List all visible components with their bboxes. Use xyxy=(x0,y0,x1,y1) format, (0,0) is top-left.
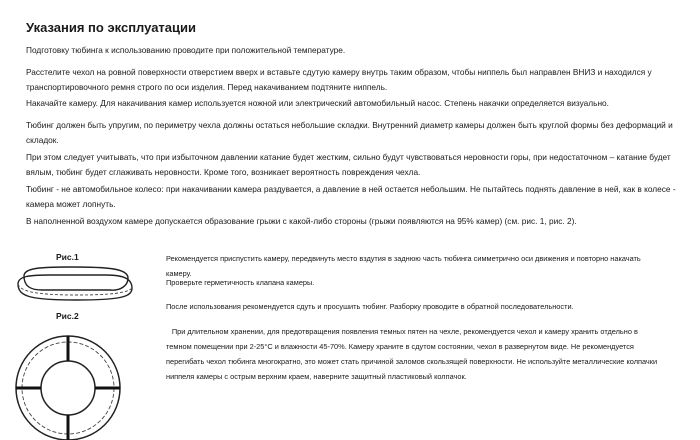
figure-2-tube-top-view xyxy=(9,320,127,440)
figure-2-label: Рис.2 xyxy=(56,311,79,321)
note-storage: При длительном хранении, для предотвращения появления темных пятен на чехле, рекомендуется чехол и камеру хранить отдельно в темном помещении при 2-25°C и влажности 45-70%. Камеру храните в сдутом состоянии, чехол в развернутом виде. Не рекомендуется перегибать чехол тюбинга многократно, это может стать причиной заломов скользящей поверхности. Не используйте металлические колпачки ниппеля камеры с острым верхним краем, наверните защитный пластиковый колпачок. xyxy=(166,327,658,381)
note-check-valve: Проверьте герметичность клапана камеры. xyxy=(166,278,315,287)
paragraph-temperature: Подготовку тюбинга к использованию проводите при положительной температуре. xyxy=(26,45,346,55)
page-title: Указания по эксплуатации xyxy=(26,20,196,35)
paragraph-elasticity: Тюбинг должен быть упругим, по периметру чехла должны остаться небольшие складки. Внутренний диаметр камеры должен быть круглой формы без деформаций и складок. xyxy=(26,120,673,145)
paragraph-pressure: При этом следует учитывать, что при избыточном давлении катание будет жестким, сильно будут чувствоваться неровности горы, при недостаточном – катание будет вялым, тюбинг будет сглаживать неровности. Кроме того, возникает вероятность повреждения чехла. xyxy=(26,152,671,177)
paragraph-hernia: В наполненной воздухом камере допускается образование грыжи с какой-либо стороны (грыжи появляются на 95% камер) (см. рис. 1, рис. 2). xyxy=(26,216,577,226)
note-after-use: После использования рекомендуется сдуть и просушить тюбинг. Разборку проводите в обратной последовательности. xyxy=(166,302,574,311)
figure-1-tube-side-view xyxy=(10,264,140,304)
paragraph-not-a-wheel: Тюбинг - не автомобильное колесо: при накачивании камера раздувается, а давление в ней остается небольшим. Не пытайтесь поднять давление в ней, как в колесе - камера может лопнуть. xyxy=(26,184,676,209)
note-reposition-bulge: Рекомендуется приспустить камеру, передвинуть место вздутия в заднюю часть тюбинга симметрично оси движения и повторно накачать камеру. xyxy=(166,254,641,278)
paragraph-inflate: Накачайте камеру. Для накачивания камер используется ножной или электрический автомобильный насос. Степень накачки определяется визуально. xyxy=(26,98,609,108)
figure-1-label: Рис.1 xyxy=(56,252,79,262)
paragraph-insert-chamber: Расстелите чехол на ровной поверхности отверстием вверх и вставьте сдутую камеру внутрь таким образом, чтобы ниппель был направлен ВНИЗ и находился у транспортировочного ремня строго по оси изделия. Перед накачиванием подтяните ниппель. xyxy=(26,67,652,92)
